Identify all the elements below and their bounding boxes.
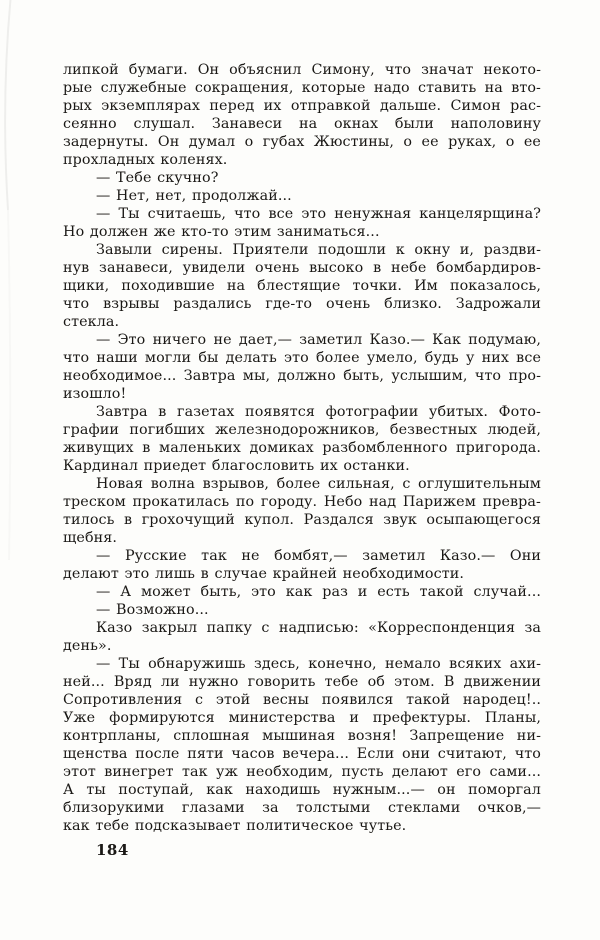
text-line: щики, походившие на блестящие точки. Им показалось, — [63, 278, 541, 294]
text-line: Но должен же кто-то этим заниматься... — [63, 224, 380, 240]
text-line: необходимое... Завтра мы, должно быть, услышим, что про- — [63, 368, 541, 384]
text-block — [63, 61, 541, 835]
text-line: что наши могли бы делать это более умело, будь у них все — [63, 350, 541, 366]
text-line: Казо закрыл папку с надписью: «Корреспонденция за — [96, 620, 541, 636]
text-line: А ты поступай, как находишь нужным...— он поморгал — [63, 782, 541, 798]
text-line: щебня. — [63, 530, 118, 546]
text-line: контрпланы, сплошная мышиная возня! Запрещение ни- — [63, 728, 541, 744]
text-line: рых экземплярах перед их отправкой дальше. Симон рас- — [63, 98, 541, 114]
text-line: тилось в грохочущий купол. Раздался звук осыпающегося — [63, 512, 541, 528]
text-line: Уже формируются министерства и префектуры. Планы, — [63, 710, 541, 726]
text-line: Новая волна взрывов, более сильная, с оглушительным — [96, 476, 541, 492]
text-line: этот винегрет так уж необходим, пусть делают его сами... — [63, 764, 541, 780]
text-line: нув занавеси, увидели очень высоко в небе бомбардиров- — [63, 260, 541, 276]
text-line: щенства после пяти часов вечера... Если они считают, что — [63, 746, 541, 762]
text-line: делают это лишь в случае крайней необходимости. — [63, 566, 464, 582]
text-line: Сопротивления с этой весны появился такой народец!.. — [63, 692, 541, 708]
text-line: день». — [63, 638, 112, 654]
page-number: 184 — [96, 841, 129, 859]
text-line: — Русские так не бомбят,— заметил Казо.— Они — [96, 548, 541, 564]
text-line: задернуты. Он думал о губах Жюстины, о ее руках, о ее — [63, 134, 541, 150]
page-edge-shadow — [0, 0, 20, 940]
text-line: Завыли сирены. Приятели подошли к окну и, раздви- — [96, 242, 541, 258]
text-line: Завтра в газетах появятся фотографии убитых. Фото- — [96, 404, 541, 420]
text-line: — А может быть, это как раз и есть такой случай... — [96, 584, 541, 600]
text-line: Кардинал приедет благословить их останки. — [63, 458, 410, 474]
text-line: стекла. — [63, 314, 120, 330]
text-line: живущих в маленьких домиках разбомбленного пригорода. — [63, 440, 541, 456]
text-line: как тебе подсказывает политическое чутье. — [63, 818, 407, 834]
text-line: ней... Вряд ли нужно говорить тебе об этом. В движении — [63, 674, 541, 690]
text-line: графии погибших железнодорожников, безвестных людей, — [63, 422, 541, 438]
text-line: рые служебные сокращения, которые надо ставить на вто- — [63, 80, 541, 96]
text-line: прохладных коленях. — [63, 152, 228, 168]
text-line: — Возможно... — [96, 602, 209, 618]
text-line: — Нет, нет, продолжай... — [96, 188, 292, 204]
text-line: — Это ничего не дает,— заметил Казо.— Как подумаю, — [96, 332, 541, 348]
text-line: близорукими глазами за толстыми стеклами очков,— — [63, 800, 541, 816]
text-line: — Ты обнаружишь здесь, конечно, немало всяких ахи- — [96, 656, 541, 672]
text-line: сеянно слушал. Занавеси на окнах были наполовину — [63, 116, 541, 132]
text-line: треском прокатилась по городу. Небо над Парижем превра- — [63, 494, 541, 510]
text-line: — Тебе скучно? — [96, 170, 219, 186]
text-line: что взрывы раздались где-то очень близко. Задрожали — [63, 296, 541, 312]
text-line: — Ты считаешь, что все это ненужная канцелярщина? — [96, 206, 541, 222]
text-line: липкой бумаги. Он объяснил Симону, что значат некото- — [63, 62, 541, 78]
text-line: изошло! — [63, 386, 127, 402]
